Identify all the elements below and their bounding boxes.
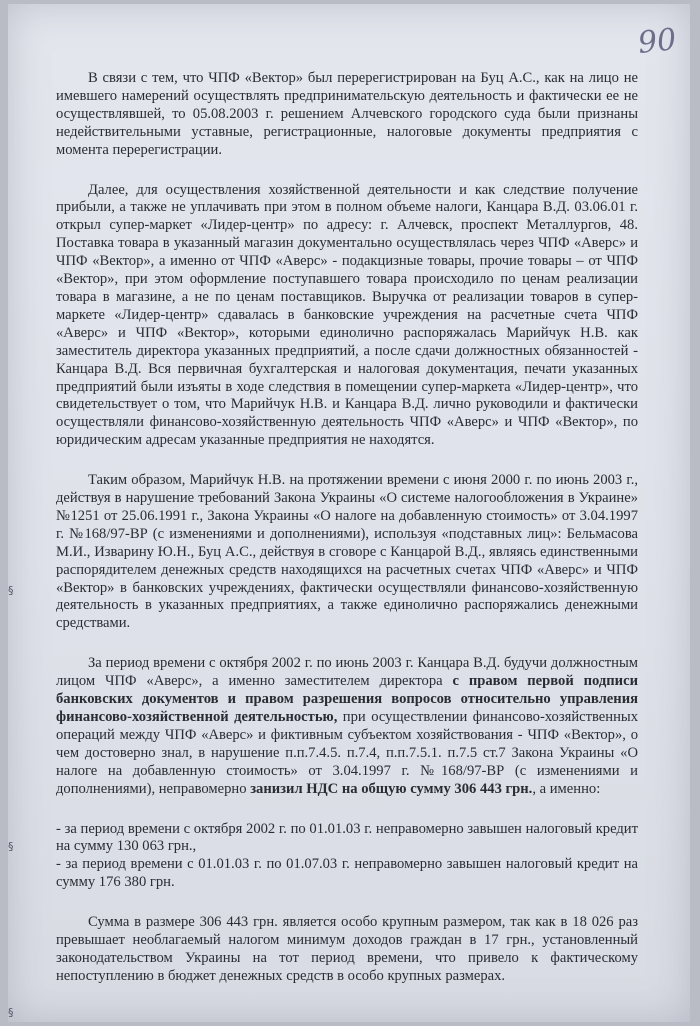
paragraph-vat-text-3: , а именно: xyxy=(532,780,601,797)
document-body xyxy=(56,70,638,1008)
paragraph-vat-text-1: За период времени с октября 2002 г. по июнь 2003 г. Канцара В.Д. будучи должностным лицом ЧПФ «Аверс», а именно заместителем директора xyxy=(56,655,638,690)
document-page xyxy=(8,4,690,1022)
paragraph-vat-bold-amount: занизил НДС на общую сумму 306 443 грн. xyxy=(250,780,533,797)
binder-mark-icon: § xyxy=(8,840,14,853)
list-item: - за период времени с 01.01.03 г. по 01.07.03 г. неправомерно завышен налоговый кредит на сумму 176 380 грн. xyxy=(56,856,638,891)
handwritten-page-number: 90 xyxy=(636,22,678,61)
credit-items-list xyxy=(56,821,638,893)
paragraph-reregistration: В связи с тем, что ЧПФ «Вектор» был перерегистрирован на Буц А.С., как на лицо не имевшего намерений осуществлять предпринимательскую деятельность и фактически ее не осуществлявшей, то 05.08.2003 г. решением Алчевского городского суда были признаны недействительными уставные, регистрационные, налоговые документы предприятия с момента перерегистрации. xyxy=(56,70,638,158)
paragraph-large-amount: Сумма в размере 306 443 грн. является особо крупным размером, так как в 18 026 раз превышает необлагаемый налогом минимум доходов граждан в 17 грн., установленный законодательством Украины на тот период времени, что привело к фактическому непоступлению в бюджет денежных средств в особо крупных размерах. xyxy=(56,914,638,984)
paragraph-vat-text-2: при осуществлении финансово-хозяйственных операций между ЧПФ «Аверс» и фиктивным субъектом хозяйствования - ЧПФ «Вектор», о чем достоверно знал, в нарушение п.п.7.4.5. п.7.4, п.п.7.5.1. п.7.5 ст.7 Закона Украины «О налоге на добавленную стоимость» от 3.04.1997 г. №168/97-ВР (с изменениями и дополнениями), неправомерно xyxy=(56,709,638,797)
binder-mark-icon: § xyxy=(8,584,14,597)
list-item: - за период времени с октября 2002 г. по 01.01.03 г. неправомерно завышен налоговый кредит на сумму 130 063 грн., xyxy=(56,820,638,855)
paragraph-summary: Таким образом, Марийчук Н.В. на протяжении времени с июня 2000 г. по июнь 2003 г., действуя в нарушение требований Закона Украины «О системе налогообложения в Украине» №1251 от 25.06.1991 г., Закона Украины «О налоге на добавленную стоимость» от 3.04.1997 г. №168/97-ВР (с изменениями и дополнениями), используя «подставных лиц»: Бельмасова М.И., Изварину Ю.Н., Буц А.С., действуя в сговоре с Канцарой В.Д., являясь единственными распорядителем денежных средств находящихся на расчетных счетах ЧПФ «Аверс» и ЧПФ «Вектор» в банковских учреждениях, фактически осуществляли финансово-хозяйственную деятельность в указанных предприятиях, а также единолично распоряжались денежными средствами. xyxy=(56,472,638,632)
paragraph-vat-bold-rights: с правом первой подписи банковских документов и правом разрешения вопросов относительно управления финансово-хозяйственной деятельностью, xyxy=(56,673,638,725)
binder-mark-icon: § xyxy=(8,1006,14,1019)
paragraph-supermarket: Далее, для осуществления хозяйственной деятельности и как следствие получение прибыли, а также не уплачивать при этом в полном объеме налоги, Канцара В.Д. 03.06.01 г. открыл супер-маркет «Лидер-центр» по адресу: г. Алчевск, проспект Металлургов, 48. Поставка товара в указанный магазин документально осуществлялась через ЧПФ «Аверс» и ЧПФ «Вектор», а именно от ЧПФ «Аверс» - подакцизные товары, прочие товары – от ЧПФ «Вектор», при этом оформление поступавшего товара происходило по ценам реализации товара в магазине, а не по ценам поставщиков. Выручка от реализации товаров в супер-маркете «Лидер-центр» сдавалась в банковские учреждения на расчетные счета ЧПФ «Аверс» и ЧПФ «Вектор», которыми единолично распоряжалась Марийчук Н.В. как заместитель директора указанных предприятий, а после сдачи должностных обязанностей - Канцара В.Д. Вся первичная бухгалтерская и налоговая документация, печати указанных предприятий были изъяты в ходе следствия в помещении супер-маркета «Лидер-центр», что свидетельствует о том, что Марийчук Н.В. и Канцара В.Д. лично руководили и фактически осуществляли финансово-хозяйственную деятельность ЧПФ «Аверс» и ЧПФ «Вектор», по юридическим адресам указанные предприятия не находятся. xyxy=(56,181,638,449)
paragraph-vat-violation xyxy=(56,655,638,798)
